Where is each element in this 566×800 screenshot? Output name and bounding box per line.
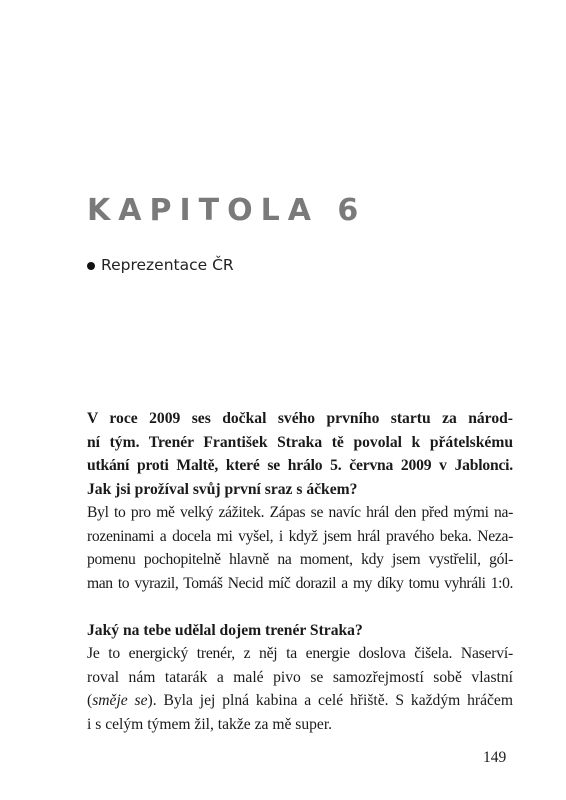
question-1-line-4: Jak jsi prožíval svůj první sraz s áčkem? [87, 480, 358, 498]
answer-2-line-3 [87, 689, 513, 713]
answer-1-line-3: pomenu pochopitelně hlavně na moment, kdy jsem vystřelil, gól- [87, 551, 513, 568]
answer-1-line-1: Byl to pro mě velký zážitek. Zápas se navíc hrál den před mými na- [87, 504, 513, 521]
question-2 [87, 619, 513, 643]
question-1-line-1: V roce 2009 ses dočkal svého prvního startu za národ- [87, 410, 513, 427]
section-title: Reprezentace ČR [101, 256, 234, 274]
answer-1-line-4: man to vyrazil, Tomáš Necid míč dorazil a my díky tomu vyhráli 1:0. [87, 574, 513, 592]
section-title-line [87, 258, 234, 274]
answer-1-line-2: rozeninami a docela mi vyšel, i když jsem hrál pravého beka. Neza- [87, 527, 513, 545]
answer-2-line-4: i s celým týmem žil, takže za mě super. [87, 715, 333, 733]
question-2-line-1: Jaký na tebe udělal dojem trenér Straka? [87, 621, 363, 639]
answer-1 [87, 501, 513, 595]
answer-2-line-1: Je to energický trenér, z něj ta energie doslova čišela. Naserví- [87, 645, 513, 662]
chapter-heading: KAPITOLA 6 [87, 193, 367, 228]
bullet-icon [87, 262, 95, 270]
question-1 [87, 407, 513, 501]
answer-2-line-2: roval nám tatarák a malé pivo se samozřejmostí sobě vlastní [87, 668, 513, 686]
question-1-line-2: ní tým. Trenér František Straka tě povolal k přátelskému [87, 433, 513, 451]
answer-2-aside: směje se [92, 692, 148, 709]
answer-2-line-3-rest: ). Byla jej plná kabina a celé hřiště. S každým hráčem [147, 692, 513, 709]
interview-body [87, 407, 513, 736]
answer-2 [87, 642, 513, 736]
page-number: 149 [483, 749, 507, 766]
answer-2-paren-open: ( [87, 692, 93, 709]
question-1-line-3: utkání proti Maltě, které se hrálo 5. června 2009 v Jablonci. [87, 457, 513, 474]
paragraph-gap [87, 595, 513, 619]
